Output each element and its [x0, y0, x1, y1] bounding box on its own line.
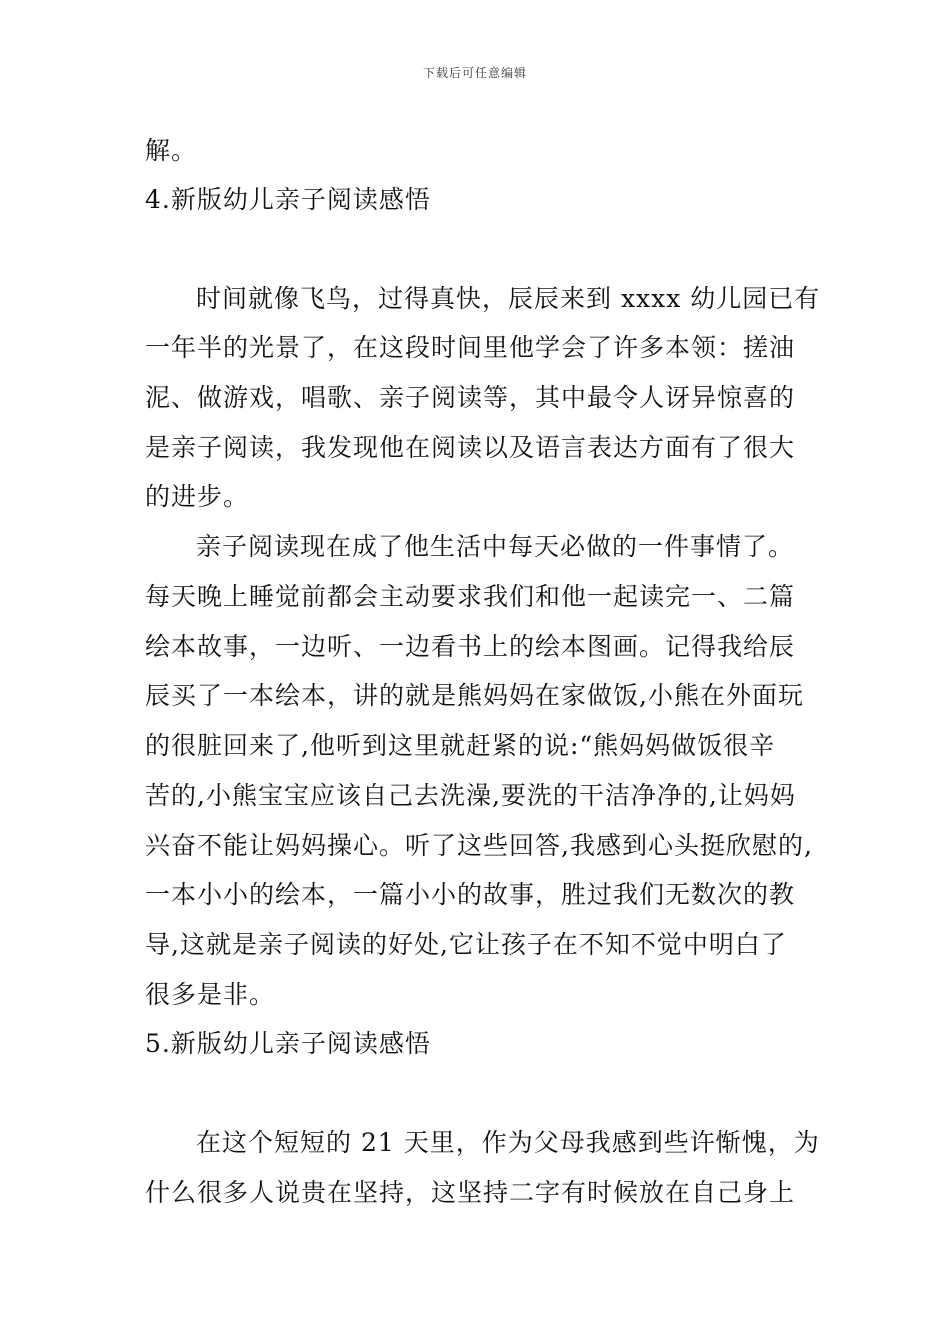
paragraph-line: 绘本故事，一边听、一边看书上的绘本图画。记得我给辰: [145, 632, 796, 661]
paragraph-line: 每天晚上睡觉前都会主动要求我们和他一起读完一、二篇: [145, 582, 796, 611]
paragraph-line: 辰买了一本绘本，讲的就是熊妈妈在家做饭,小熊在外面玩: [145, 681, 804, 710]
paragraph-line: 时间就像飞鸟，过得真快，辰辰来到 xxxx 幼儿园已有: [196, 284, 821, 313]
section-heading: 4.新版幼儿亲子阅读感悟: [145, 185, 431, 214]
paragraph-line: 导,这就是亲子阅读的好处,它让孩子在不知不觉中明白了: [145, 930, 787, 959]
paragraph-line: 什么很多人说贵在坚持，这坚持二字有时候放在自己身上: [145, 1178, 796, 1207]
paragraph-line: 兴奋不能让妈妈操心。听了这些回答,我感到心头挺欣慰的,: [145, 831, 813, 860]
page-header: 下载后可任意编辑: [422, 66, 527, 80]
paragraph-line: 很多是非。: [145, 980, 276, 1009]
paragraph-line: 的进步。: [145, 482, 250, 511]
paragraph-line: 一本小小的绘本，一篇小小的故事，胜过我们无数次的教: [145, 880, 796, 909]
paragraph-line: 亲子阅读现在成了他生活中每天必做的一件事情了。: [196, 532, 795, 561]
paragraph-line: 泥、做游戏，唱歌、亲子阅读等，其中最令人讶异惊喜的: [145, 383, 796, 412]
section-heading: 5.新版幼儿亲子阅读感悟: [145, 1029, 431, 1058]
paragraph-line: 是亲子阅读，我发现他在阅读以及语言表达方面有了很大: [145, 433, 796, 462]
paragraph-line: 苦的,小熊宝宝应该自己去洗澡,要洗的干洁净净的,让妈妈: [145, 781, 796, 810]
paragraph-line: 解。: [145, 136, 198, 165]
paragraph-line: 在这个短短的 21 天里，作为父母我感到些许惭愧，为: [196, 1128, 820, 1157]
paragraph-line: 一年半的光景了，在这段时间里他学会了许多本领：搓油: [145, 333, 796, 362]
paragraph-line: 的很脏回来了,他听到这里就赶紧的说:“熊妈妈做饭很辛: [145, 731, 776, 760]
